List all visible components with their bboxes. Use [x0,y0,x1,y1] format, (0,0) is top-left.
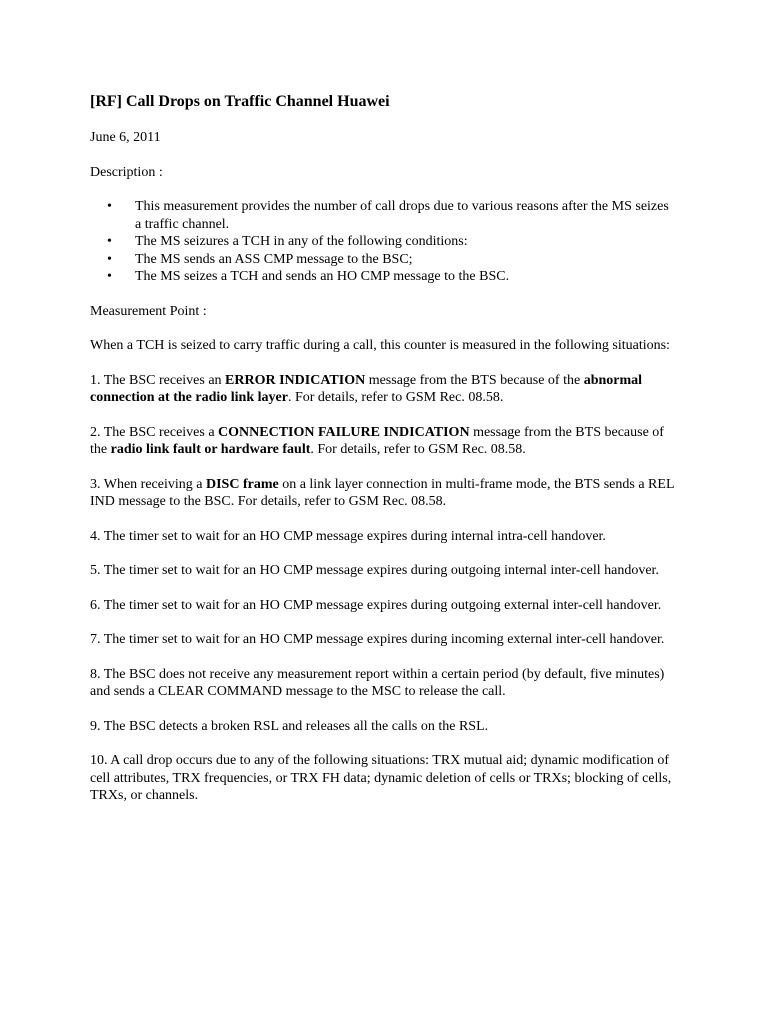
item-bold-text: DISC frame [205,476,279,492]
item-bold-text: ERROR INDICATION [225,372,366,388]
measurement-intro: When a TCH is seized to carry traffic during a call, this counter is measured in the following situations: [90,338,670,353]
situation-item-6: 6. The timer set to wait for an HO CMP message expires during outgoing external inter-cell handover. [90,597,662,613]
item-bold-text: abnormal connection at the radio link layer [90,372,643,405]
situation-item-4: 4. The timer set to wait for an HO CMP message expires during internal intra-cell handover. [90,528,606,544]
situation-item-2 [90,424,678,459]
item-text: 2. The BSC receives a [90,424,219,440]
item-text: message from the BTS because of the [90,424,664,457]
situation-item-5: 5. The timer set to wait for an HO CMP message expires during outgoing internal inter-cell handover. [90,563,659,578]
situation-item-7: 7. The timer set to wait for an HO CMP message expires during incoming external inter-cell handover. [90,632,665,647]
item-text: . For details, refer to GSM Rec. 08.58. [310,442,526,457]
item-text: 3. When receiving a [90,476,206,492]
item-text: message from the BTS because of the [365,372,584,388]
situation-item-3 [90,476,678,511]
description-bullet-list [90,198,678,286]
item-bold-text: radio link fault or hardware fault [110,442,311,457]
situation-item-8: 8. The BSC does not receive any measurement report within a certain period (by default, five minutes) and sends a CLEAR COMMAND message to the MSC to release the call. [90,666,665,699]
item-text: on a link layer connection in multi-frame mode, the BTS sends a REL IND message to the BSC. For details, refer to GSM Rec. 08.58. [90,476,674,509]
bullet-item: • The MS seizures a TCH in any of the following conditions: [135,233,678,251]
page-title: [RF] Call Drops on Traffic Channel Huawei [90,93,390,110]
measurement-point-label: Measurement Point : [90,303,207,319]
bullet-item: • This measurement provides the number of call drops due to various reasons after the MS seizes a traffic channel. [135,198,678,233]
bullet-item: • The MS sends an ASS CMP message to the BSC; [135,251,678,269]
situation-item-1 [90,372,678,407]
bullet-item: • The MS seizes a TCH and sends an HO CMP message to the BSC. [135,268,678,286]
description-label: Description : [90,164,163,180]
situation-item-10: 10. A call drop occurs due to any of the following situations: TRX mutual aid; dynamic modification of cell attributes, TRX frequencies, or TRX FH data; dynamic deletion of cells or TRXs; blocking of cells, TRXs, or channels. [90,753,672,803]
publish-date: June 6, 2011 [90,130,161,145]
item-bold-text: CONNECTION FAILURE INDICATION [218,424,470,440]
item-text: . For details, refer to GSM Rec. 08.58. [287,390,504,405]
item-text: 1. The BSC receives an [90,372,226,388]
situation-item-9: 9. The BSC detects a broken RSL and releases all the calls on the RSL. [90,718,489,734]
